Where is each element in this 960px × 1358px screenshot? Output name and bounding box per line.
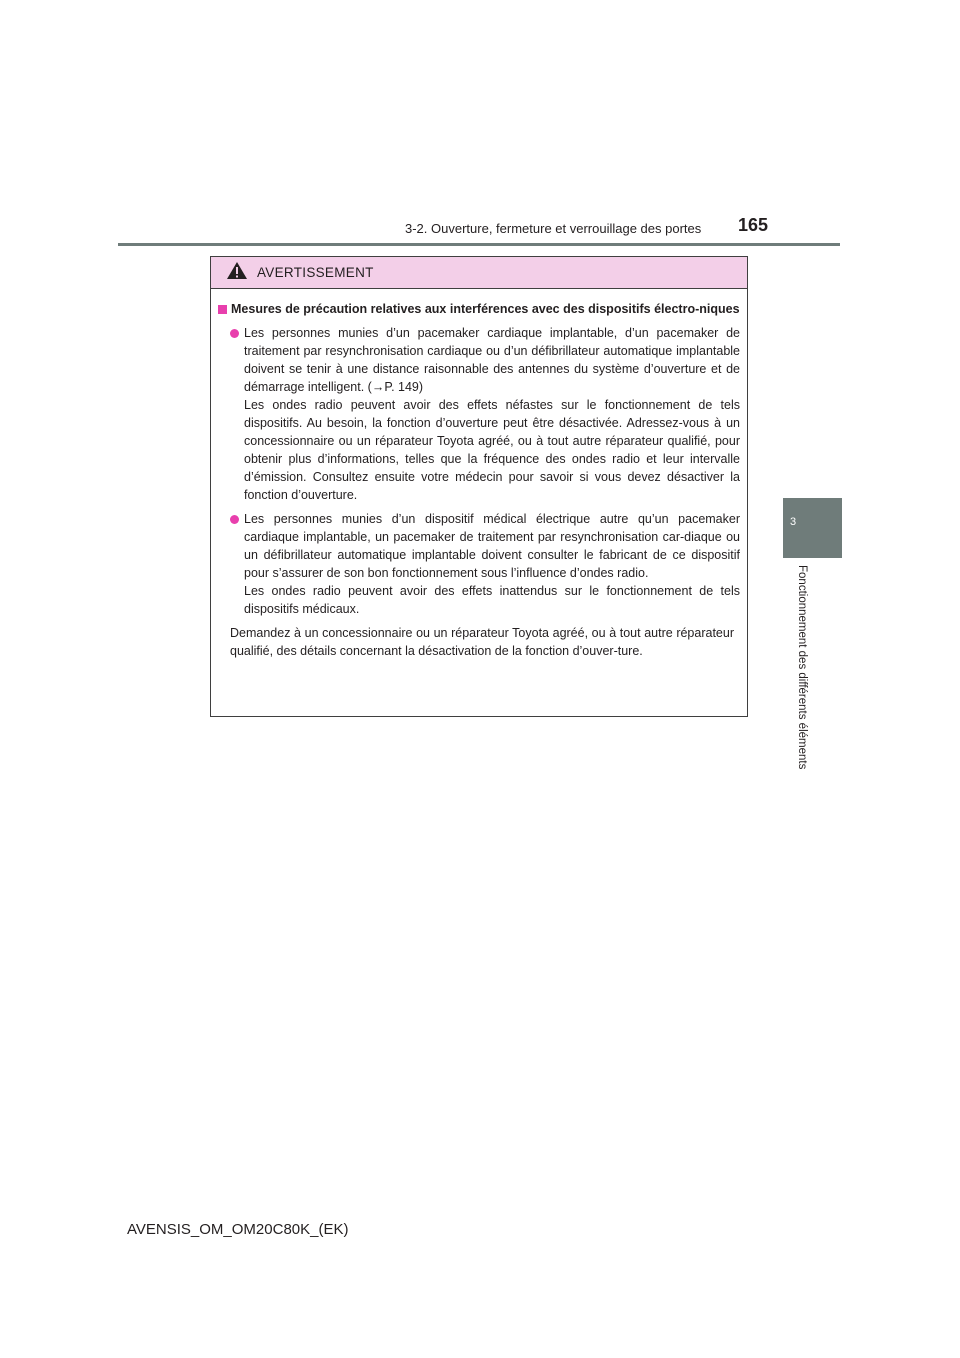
- warning-bullet: [218, 324, 740, 504]
- bullet-paragraph: Les ondes radio peuvent avoir des effets néfastes sur le fonctionnement de tels dispositifs. Au besoin, la fonction d’ouverture peut être désactivée. Adressez-vous à un concessionnaire ou un réparateur Toyota agréé, ou à tout autre réparateur qualifié, pour obtenir plus d’informations, telles que la fréquence des ondes radio et leur intervalle d’émission. Consultez ensuite votre médecin pour savoir si vous devez désactiver la fonction d’ouverture.: [244, 398, 740, 502]
- bullet-paragraph: Les personnes munies d’un pacemaker cardiaque implantable, d’un pacemaker de traitement par resynchronisation cardiaque ou d’un défibrillateur automatique implantable doivent se tenir à une distance raisonnable des antennes du système d’ouverture et de démarrage intelligent. (→P. 149): [244, 326, 740, 394]
- warning-section-title: Mesures de précaution relatives aux interférences avec des dispositifs électro-niques: [231, 302, 740, 316]
- warning-section-heading: [218, 300, 740, 318]
- bullet-paragraph: Les personnes munies d’un dispositif médical électrique autre qu’un pacemaker cardiaque implantable, un pacemaker de traitement par resynchronisation car-diaque ou un défibrillateur automatique implantable doivent consulter le fabricant de ce dispositif pour s’assurer de son bon fonctionnement sous l’influence d’ondes radio.: [244, 512, 740, 580]
- bullet-paragraph: Les ondes radio peuvent avoir des effets inattendus sur le fonctionnement de tels dispositifs médicaux.: [244, 584, 740, 616]
- square-bullet-icon: [218, 305, 227, 314]
- header-section-title: 3-2. Ouverture, fermeture et verrouillage des portes: [405, 221, 702, 236]
- bullet-text: [244, 324, 740, 504]
- chapter-tab-label: Fonctionnement des différents éléments: [796, 565, 808, 770]
- round-bullet-icon: [230, 329, 239, 338]
- warning-header: [211, 257, 747, 289]
- page-number: 165: [738, 215, 769, 235]
- warning-box: [210, 256, 748, 717]
- warning-bullet: [218, 510, 740, 618]
- warning-closing-text: Demandez à un concessionnaire ou un réparateur Toyota agréé, ou à tout autre réparateur qualifié, des détails concernant la désactivation de la fonction d’ouver-ture.: [230, 626, 734, 658]
- warning-title: AVERTISSEMENT: [257, 265, 374, 280]
- chapter-tab: [783, 498, 842, 558]
- warning-body: [211, 289, 747, 660]
- round-bullet-icon: [230, 515, 239, 524]
- header-divider: [118, 243, 840, 246]
- warning-triangle-icon: [226, 261, 248, 285]
- chapter-tab-number: 3: [790, 516, 797, 528]
- document-code: AVENSIS_OM_OM20C80K_(EK): [127, 1221, 349, 1238]
- bullet-text: [244, 510, 740, 618]
